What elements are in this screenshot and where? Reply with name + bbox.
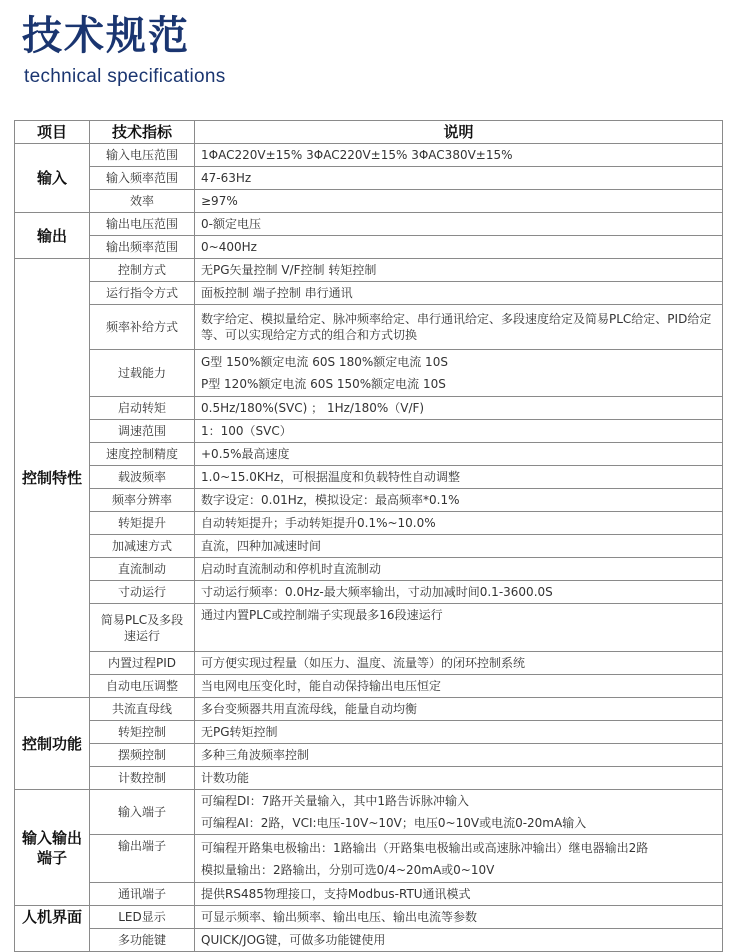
description-cell: 0-额定电压: [195, 213, 723, 236]
description-cell: 可方便实现过程量（如压力、温度、流量等）的闭环控制系统: [195, 652, 723, 675]
indicator-cell: 转矩控制: [90, 721, 195, 744]
description-cell: [195, 350, 723, 397]
description-cell: 多种三角波频率控制: [195, 744, 723, 767]
table-row: [15, 282, 723, 305]
category-cell: 人机界面: [15, 906, 90, 952]
table-row: [15, 443, 723, 466]
description-line: G型 150%额定电流 60S 180%额定电流 10S: [201, 355, 448, 369]
indicator-cell: 效率: [90, 190, 195, 213]
indicator-cell: 速度控制精度: [90, 443, 195, 466]
description-cell: 提供RS485物理接口，支持Modbus-RTU通讯模式: [195, 883, 723, 906]
table-row: [15, 397, 723, 420]
indicator-cell: 通讯端子: [90, 883, 195, 906]
indicator-cell: 多功能键: [90, 929, 195, 952]
table-row: [15, 906, 723, 929]
indicator-cell: 载波频率: [90, 466, 195, 489]
table-row: [15, 790, 723, 835]
table-row: [15, 236, 723, 259]
page-title: 技术规范: [22, 13, 190, 59]
indicator-cell: 频率补给方式: [90, 305, 195, 350]
indicator-cell: 输出频率范围: [90, 236, 195, 259]
description-cell: 寸动运行频率：0.0Hz-最大频率输出，寸动加减时间0.1-3600.0S: [195, 581, 723, 604]
indicator-cell: 调速范围: [90, 420, 195, 443]
table-row: [15, 350, 723, 397]
indicator-cell: 摆频控制: [90, 744, 195, 767]
table-header-row: [15, 121, 723, 144]
description-cell: 启动时直流制动和停机时直流制动: [195, 558, 723, 581]
description-cell: 面板控制 端子控制 串行通讯: [195, 282, 723, 305]
indicator-cell: 输入频率范围: [90, 167, 195, 190]
indicator-cell: 输出电压范围: [90, 213, 195, 236]
description-cell: 0.5Hz/180%(SVC) ； 1Hz/180%（V/F): [195, 397, 723, 420]
table-row: [15, 652, 723, 675]
indicator-cell: 控制方式: [90, 259, 195, 282]
table-row: [15, 213, 723, 236]
indicator-cell: 自动电压调整: [90, 675, 195, 698]
table-row: [15, 466, 723, 489]
table-row: [15, 259, 723, 282]
spec-table: [14, 120, 723, 952]
table-row: [15, 558, 723, 581]
indicator-cell: 转矩提升: [90, 512, 195, 535]
description-cell: +0.5%最高速度: [195, 443, 723, 466]
indicator-cell: 过载能力: [90, 350, 195, 397]
category-cell: 输入: [15, 144, 90, 213]
description-cell: 自动转矩提升；手动转矩提升0.1%~10.0%: [195, 512, 723, 535]
table-row: [15, 420, 723, 443]
table-row: [15, 675, 723, 698]
table-row: [15, 535, 723, 558]
table-row: [15, 698, 723, 721]
table-row: [15, 190, 723, 213]
description-cell: 1：100（SVC）: [195, 420, 723, 443]
indicator-cell: 内置过程PID: [90, 652, 195, 675]
description-cell: 计数功能: [195, 767, 723, 790]
description-cell: 可显示频率、输出频率、输出电压、输出电流等参数: [195, 906, 723, 929]
indicator-cell: 简易PLC及多段速运行: [90, 604, 195, 652]
category-cell: 输入输出端子: [15, 790, 90, 906]
description-cell: [195, 835, 723, 883]
table-row: [15, 883, 723, 906]
indicator-cell: 加减速方式: [90, 535, 195, 558]
description-line: 可编程AI：2路，VCI:电压-10V~10V；电压0~10V或电流0-20mA输入: [201, 816, 587, 830]
description-line: 可编程DI：7路开关量输入，其中1路告诉脉冲输入: [201, 794, 470, 808]
description-cell: ≥97%: [195, 190, 723, 213]
description-line: 模拟量输出：2路输出，分别可选0/4~20mA或0~10V: [201, 862, 495, 877]
indicator-cell: 启动转矩: [90, 397, 195, 420]
table-row: [15, 721, 723, 744]
indicator-cell: 共流直母线: [90, 698, 195, 721]
indicator-cell: 寸动运行: [90, 581, 195, 604]
table-row: [15, 581, 723, 604]
description-cell: [195, 790, 723, 835]
category-cell: 控制功能: [15, 698, 90, 790]
category-cell: 控制特性: [15, 259, 90, 698]
indicator-cell: 输出端子: [90, 835, 195, 883]
table-row: [15, 604, 723, 652]
description-cell: QUICK/JOG键，可做多功能键使用: [195, 929, 723, 952]
indicator-cell: 输入电压范围: [90, 144, 195, 167]
description-cell: 无PG矢量控制 V/F控制 转矩控制: [195, 259, 723, 282]
description-cell: 无PG转矩控制: [195, 721, 723, 744]
table-row: [15, 305, 723, 350]
table-row: [15, 144, 723, 167]
page-subtitle: technical specifications: [24, 66, 226, 87]
indicator-cell: LED显示: [90, 906, 195, 929]
indicator-cell: 计数控制: [90, 767, 195, 790]
indicator-cell: 运行指令方式: [90, 282, 195, 305]
description-line: P型 120%额定电流 60S 150%额定电流 10S: [201, 377, 446, 391]
description-cell: 1ΦAC220V±15% 3ΦAC220V±15% 3ΦAC380V±15%: [195, 144, 723, 167]
description-cell: 0~400Hz: [195, 236, 723, 259]
table-row: [15, 489, 723, 512]
table-row: [15, 167, 723, 190]
table-row: [15, 835, 723, 883]
table-row: [15, 767, 723, 790]
description-cell: 当电网电压变化时，能自动保持输出电压恒定: [195, 675, 723, 698]
description-cell: 数字给定、模拟量给定、脉冲频率给定、串行通讯给定、多段速度给定及简易PLC给定、PID给定等、可以实现给定方式的组合和方式切换: [195, 305, 723, 350]
table-row: [15, 744, 723, 767]
col-header-indicator: 技术指标: [90, 121, 195, 144]
table-row: [15, 512, 723, 535]
indicator-cell: 输入端子: [90, 790, 195, 835]
description-line: 可编程开路集电极输出：1路输出（开路集电极输出或高速脉冲输出）继电器输出2路: [201, 840, 649, 855]
table-row: [15, 929, 723, 952]
col-header-description: 说明: [195, 121, 723, 144]
description-cell: 47-63Hz: [195, 167, 723, 190]
description-cell: 1.0~15.0KHz，可根据温度和负载特性自动调整: [195, 466, 723, 489]
description-cell: 多台变频器共用直流母线，能量自动均衡: [195, 698, 723, 721]
indicator-cell: 直流制动: [90, 558, 195, 581]
col-header-item: 项目: [15, 121, 90, 144]
description-cell: 直流，四种加减速时间: [195, 535, 723, 558]
indicator-cell: 频率分辨率: [90, 489, 195, 512]
category-cell: 输出: [15, 213, 90, 259]
description-cell: 通过内置PLC或控制端子实现最多16段速运行: [195, 604, 723, 652]
description-cell: 数字设定：0.01Hz，模拟设定：最高频率*0.1%: [195, 489, 723, 512]
